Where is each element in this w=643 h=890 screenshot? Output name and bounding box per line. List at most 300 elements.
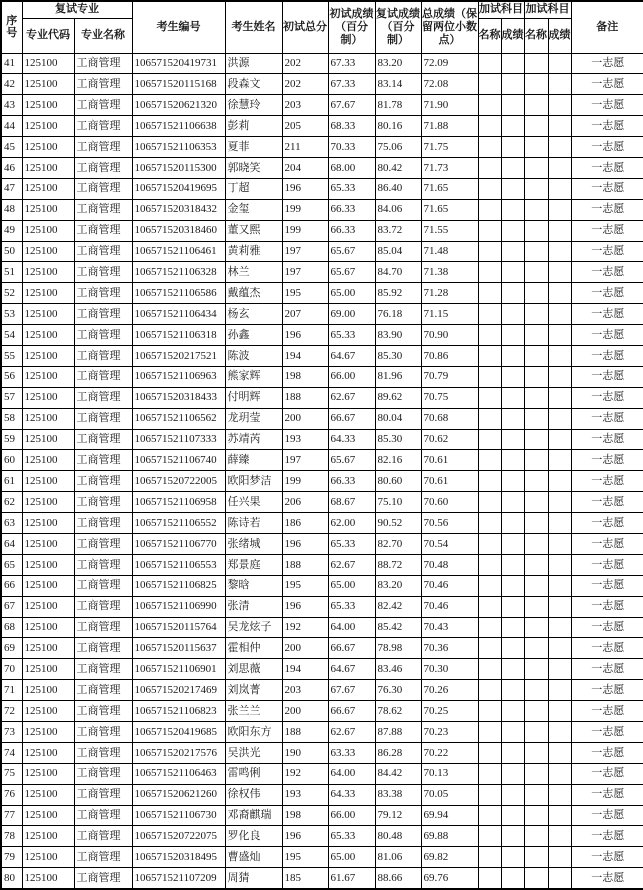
cell-extra1-score: [501, 178, 524, 199]
header-remark: 备注: [571, 1, 643, 53]
cell-extra2-score: [548, 220, 571, 241]
cell-extra2-score: [548, 387, 571, 408]
cell-extra2-score: [548, 116, 571, 137]
cell-major-name: 工商管理: [74, 157, 132, 178]
cell-major-code: 125100: [22, 638, 74, 659]
cell-extra1-name: [478, 429, 501, 450]
cell-extra1-score: [501, 638, 524, 659]
cell-extra1-score: [501, 241, 524, 262]
cell-extra2-score: [548, 492, 571, 513]
cell-final-score: 71.73: [421, 157, 478, 178]
cell-seq: 73: [1, 722, 22, 743]
cell-extra1-score: [501, 742, 524, 763]
cell-extra2-score: [548, 450, 571, 471]
cell-extra2-score: [548, 533, 571, 554]
cell-extra1-name: [478, 722, 501, 743]
cell-initial-total: 197: [282, 241, 328, 262]
cell-final-score: 69.82: [421, 847, 478, 868]
cell-extra1-score: [501, 157, 524, 178]
cell-seq: 66: [1, 575, 22, 596]
cell-candidate-name: 杨玄: [225, 304, 282, 325]
cell-major-code: 125100: [22, 116, 74, 137]
table-row: [1, 868, 643, 889]
cell-remark: 一志愿: [571, 345, 643, 366]
cell-retest-pct: 82.70: [375, 533, 421, 554]
cell-initial-pct: 67.33: [328, 74, 375, 95]
cell-candidate-id: 106571521106901: [132, 659, 225, 680]
cell-candidate-id: 106571520217576: [132, 742, 225, 763]
cell-extra2-name: [524, 241, 548, 262]
cell-remark: 一志愿: [571, 763, 643, 784]
table-row: [1, 53, 643, 74]
cell-extra1-score: [501, 533, 524, 554]
table-row: [1, 617, 643, 638]
cell-major-name: 工商管理: [74, 554, 132, 575]
cell-seq: 48: [1, 199, 22, 220]
table-row: [1, 157, 643, 178]
cell-remark: 一志愿: [571, 157, 643, 178]
table-row: [1, 533, 643, 554]
cell-remark: 一志愿: [571, 241, 643, 262]
cell-extra1-score: [501, 513, 524, 534]
cell-final-score: 70.26: [421, 680, 478, 701]
cell-initial-pct: 66.33: [328, 471, 375, 492]
cell-final-score: 72.09: [421, 53, 478, 74]
cell-major-name: 工商管理: [74, 304, 132, 325]
cell-seq: 59: [1, 429, 22, 450]
table-row: [1, 366, 643, 387]
cell-initial-total: 198: [282, 805, 328, 826]
cell-major-code: 125100: [22, 304, 74, 325]
cell-extra1-name: [478, 575, 501, 596]
cell-final-score: 71.28: [421, 283, 478, 304]
table-row: [1, 805, 643, 826]
cell-extra2-name: [524, 199, 548, 220]
cell-remark: 一志愿: [571, 366, 643, 387]
cell-extra2-score: [548, 241, 571, 262]
cell-extra1-score: [501, 826, 524, 847]
cell-initial-pct: 67.33: [328, 53, 375, 74]
cell-extra2-name: [524, 450, 548, 471]
cell-extra1-name: [478, 116, 501, 137]
cell-extra1-name: [478, 638, 501, 659]
cell-extra2-name: [524, 325, 548, 346]
cell-extra2-name: [524, 596, 548, 617]
cell-extra2-score: [548, 513, 571, 534]
cell-retest-pct: 83.72: [375, 220, 421, 241]
cell-extra1-name: [478, 554, 501, 575]
cell-retest-pct: 88.66: [375, 868, 421, 889]
cell-initial-pct: 65.33: [328, 325, 375, 346]
cell-candidate-id: 106571521106825: [132, 575, 225, 596]
cell-candidate-name: 张兰兰: [225, 701, 282, 722]
cell-initial-total: 198: [282, 366, 328, 387]
cell-extra2-name: [524, 554, 548, 575]
cell-candidate-name: 张清: [225, 596, 282, 617]
cell-remark: 一志愿: [571, 847, 643, 868]
cell-extra1-name: [478, 596, 501, 617]
cell-retest-pct: 87.88: [375, 722, 421, 743]
cell-candidate-name: 丁超: [225, 178, 282, 199]
cell-extra2-score: [548, 638, 571, 659]
cell-remark: 一志愿: [571, 596, 643, 617]
cell-retest-pct: 84.70: [375, 262, 421, 283]
cell-extra2-name: [524, 638, 548, 659]
table-row: [1, 220, 643, 241]
header-extra-score-1: 成绩: [501, 18, 524, 53]
cell-candidate-id: 106571520115168: [132, 74, 225, 95]
cell-initial-total: 211: [282, 137, 328, 158]
cell-initial-pct: 66.67: [328, 701, 375, 722]
cell-candidate-id: 106571521107209: [132, 868, 225, 889]
cell-final-score: 70.25: [421, 701, 478, 722]
cell-candidate-id: 106571520318432: [132, 199, 225, 220]
cell-remark: 一志愿: [571, 471, 643, 492]
cell-candidate-name: 雷鸣俐: [225, 763, 282, 784]
cell-seq: 63: [1, 513, 22, 534]
cell-extra2-name: [524, 53, 548, 74]
cell-initial-total: 192: [282, 763, 328, 784]
header-extra-name-2: 名称: [524, 18, 548, 53]
cell-final-score: 70.30: [421, 659, 478, 680]
cell-candidate-name: 张绪城: [225, 533, 282, 554]
cell-major-code: 125100: [22, 742, 74, 763]
table-row: [1, 116, 643, 137]
cell-seq: 77: [1, 805, 22, 826]
cell-retest-pct: 80.60: [375, 471, 421, 492]
cell-remark: 一志愿: [571, 617, 643, 638]
cell-retest-pct: 81.78: [375, 95, 421, 116]
cell-candidate-id: 106571521106328: [132, 262, 225, 283]
cell-final-score: 70.13: [421, 763, 478, 784]
cell-candidate-name: 欧阳东方: [225, 722, 282, 743]
cell-major-code: 125100: [22, 157, 74, 178]
cell-final-score: 70.48: [421, 554, 478, 575]
cell-extra1-name: [478, 95, 501, 116]
table-header: [1, 1, 643, 53]
cell-major-name: 工商管理: [74, 116, 132, 137]
cell-extra2-name: [524, 868, 548, 889]
cell-major-name: 工商管理: [74, 74, 132, 95]
cell-seq: 61: [1, 471, 22, 492]
cell-retest-pct: 82.16: [375, 450, 421, 471]
table-row: [1, 178, 643, 199]
cell-candidate-id: 106571521107333: [132, 429, 225, 450]
cell-candidate-name: 段森文: [225, 74, 282, 95]
cell-major-name: 工商管理: [74, 53, 132, 74]
table-row: [1, 847, 643, 868]
cell-extra2-score: [548, 325, 571, 346]
table-row: [1, 784, 643, 805]
cell-initial-pct: 62.00: [328, 513, 375, 534]
cell-initial-total: 195: [282, 283, 328, 304]
cell-extra2-name: [524, 847, 548, 868]
header-extra-subject-2: 加试科目: [524, 1, 571, 18]
cell-seq: 68: [1, 617, 22, 638]
cell-extra2-score: [548, 74, 571, 95]
cell-extra2-name: [524, 345, 548, 366]
header-candidate-name: 考生姓名: [225, 1, 282, 53]
cell-retest-pct: 78.98: [375, 638, 421, 659]
cell-retest-pct: 86.40: [375, 178, 421, 199]
cell-retest-pct: 76.30: [375, 680, 421, 701]
cell-initial-pct: 69.00: [328, 304, 375, 325]
cell-major-code: 125100: [22, 345, 74, 366]
cell-extra2-score: [548, 262, 571, 283]
cell-retest-pct: 78.62: [375, 701, 421, 722]
cell-initial-total: 203: [282, 680, 328, 701]
cell-initial-total: 193: [282, 784, 328, 805]
cell-extra2-name: [524, 429, 548, 450]
cell-candidate-name: 孙鑫: [225, 325, 282, 346]
cell-candidate-id: 106571520419695: [132, 178, 225, 199]
cell-extra1-score: [501, 680, 524, 701]
cell-remark: 一志愿: [571, 513, 643, 534]
cell-candidate-name: 曹盛灿: [225, 847, 282, 868]
cell-extra1-score: [501, 701, 524, 722]
table-row: [1, 575, 643, 596]
cell-extra1-name: [478, 178, 501, 199]
cell-initial-total: 206: [282, 492, 328, 513]
cell-initial-total: 200: [282, 701, 328, 722]
cell-initial-total: 202: [282, 53, 328, 74]
cell-initial-pct: 65.33: [328, 178, 375, 199]
table-row: [1, 199, 643, 220]
cell-major-code: 125100: [22, 387, 74, 408]
cell-major-name: 工商管理: [74, 241, 132, 262]
cell-extra1-score: [501, 325, 524, 346]
cell-initial-pct: 66.67: [328, 638, 375, 659]
cell-major-code: 125100: [22, 53, 74, 74]
cell-extra1-score: [501, 304, 524, 325]
table-row: [1, 826, 643, 847]
cell-seq: 45: [1, 137, 22, 158]
cell-major-code: 125100: [22, 533, 74, 554]
cell-candidate-id: 106571521106463: [132, 763, 225, 784]
cell-candidate-id: 106571520722005: [132, 471, 225, 492]
cell-extra1-name: [478, 847, 501, 868]
cell-candidate-name: 苏靖芮: [225, 429, 282, 450]
cell-major-code: 125100: [22, 450, 74, 471]
cell-final-score: 70.61: [421, 450, 478, 471]
cell-extra2-score: [548, 701, 571, 722]
cell-final-score: 71.48: [421, 241, 478, 262]
cell-remark: 一志愿: [571, 262, 643, 283]
cell-major-name: 工商管理: [74, 366, 132, 387]
cell-retest-pct: 80.48: [375, 826, 421, 847]
cell-candidate-name: 邓裔麒瑞: [225, 805, 282, 826]
cell-extra2-name: [524, 701, 548, 722]
table-row: [1, 596, 643, 617]
cell-candidate-name: 罗化良: [225, 826, 282, 847]
cell-seq: 69: [1, 638, 22, 659]
cell-candidate-id: 106571521106958: [132, 492, 225, 513]
cell-extra2-score: [548, 366, 571, 387]
cell-major-code: 125100: [22, 680, 74, 701]
cell-initial-pct: 62.67: [328, 554, 375, 575]
cell-remark: 一志愿: [571, 680, 643, 701]
cell-candidate-id: 106571520318495: [132, 847, 225, 868]
cell-extra2-score: [548, 742, 571, 763]
cell-extra1-name: [478, 513, 501, 534]
table-row: [1, 554, 643, 575]
header-extra-score-2: 成绩: [548, 18, 571, 53]
cell-extra2-score: [548, 596, 571, 617]
cell-final-score: 70.46: [421, 575, 478, 596]
cell-seq: 42: [1, 74, 22, 95]
cell-candidate-name: 陈诗若: [225, 513, 282, 534]
table-row: [1, 450, 643, 471]
cell-candidate-id: 106571520217521: [132, 345, 225, 366]
cell-major-code: 125100: [22, 220, 74, 241]
cell-extra1-score: [501, 95, 524, 116]
cell-final-score: 72.08: [421, 74, 478, 95]
cell-major-code: 125100: [22, 492, 74, 513]
cell-remark: 一志愿: [571, 387, 643, 408]
cell-major-name: 工商管理: [74, 450, 132, 471]
cell-candidate-name: 郑景庭: [225, 554, 282, 575]
cell-major-name: 工商管理: [74, 178, 132, 199]
cell-final-score: 70.22: [421, 742, 478, 763]
cell-extra2-name: [524, 387, 548, 408]
cell-major-code: 125100: [22, 178, 74, 199]
cell-initial-pct: 65.00: [328, 575, 375, 596]
cell-retest-pct: 83.20: [375, 53, 421, 74]
cell-candidate-name: 刘思薇: [225, 659, 282, 680]
cell-final-score: 69.94: [421, 805, 478, 826]
cell-extra2-score: [548, 784, 571, 805]
cell-remark: 一志愿: [571, 554, 643, 575]
cell-remark: 一志愿: [571, 659, 643, 680]
cell-major-code: 125100: [22, 847, 74, 868]
table-row: [1, 241, 643, 262]
cell-retest-pct: 80.16: [375, 116, 421, 137]
cell-seq: 76: [1, 784, 22, 805]
cell-major-code: 125100: [22, 283, 74, 304]
cell-extra2-name: [524, 471, 548, 492]
cell-initial-pct: 65.33: [328, 826, 375, 847]
cell-extra1-score: [501, 429, 524, 450]
cell-extra2-name: [524, 137, 548, 158]
cell-initial-pct: 63.33: [328, 742, 375, 763]
cell-candidate-name: 欧阳梦洁: [225, 471, 282, 492]
cell-retest-pct: 76.18: [375, 304, 421, 325]
cell-seq: 78: [1, 826, 22, 847]
cell-major-name: 工商管理: [74, 220, 132, 241]
table-row: [1, 638, 643, 659]
cell-major-code: 125100: [22, 471, 74, 492]
cell-extra2-score: [548, 471, 571, 492]
cell-initial-total: 196: [282, 596, 328, 617]
cell-initial-pct: 65.67: [328, 262, 375, 283]
cell-initial-total: 204: [282, 157, 328, 178]
cell-retest-pct: 83.14: [375, 74, 421, 95]
cell-major-code: 125100: [22, 408, 74, 429]
cell-extra1-score: [501, 722, 524, 743]
cell-remark: 一志愿: [571, 533, 643, 554]
cell-candidate-id: 106571521106586: [132, 283, 225, 304]
cell-extra1-name: [478, 325, 501, 346]
header-extra-subject-1: 加试科目: [478, 1, 524, 18]
header-retest-major: 复试专业: [22, 1, 132, 18]
cell-extra1-name: [478, 283, 501, 304]
cell-extra2-name: [524, 513, 548, 534]
cell-extra2-name: [524, 680, 548, 701]
table-row: [1, 74, 643, 95]
cell-initial-total: 188: [282, 722, 328, 743]
cell-final-score: 70.46: [421, 596, 478, 617]
cell-seq: 52: [1, 283, 22, 304]
cell-major-name: 工商管理: [74, 784, 132, 805]
cell-major-code: 125100: [22, 74, 74, 95]
cell-major-code: 125100: [22, 868, 74, 889]
cell-extra1-name: [478, 262, 501, 283]
cell-major-code: 125100: [22, 722, 74, 743]
cell-seq: 49: [1, 220, 22, 241]
cell-extra2-name: [524, 74, 548, 95]
cell-extra1-name: [478, 784, 501, 805]
cell-extra2-score: [548, 680, 571, 701]
cell-seq: 65: [1, 554, 22, 575]
cell-initial-pct: 61.67: [328, 868, 375, 889]
cell-seq: 70: [1, 659, 22, 680]
cell-final-score: 70.43: [421, 617, 478, 638]
cell-seq: 41: [1, 53, 22, 74]
cell-final-score: 70.36: [421, 638, 478, 659]
cell-candidate-name: 黎晗: [225, 575, 282, 596]
cell-major-name: 工商管理: [74, 429, 132, 450]
cell-candidate-name: 彭莉: [225, 116, 282, 137]
cell-major-code: 125100: [22, 805, 74, 826]
cell-major-code: 125100: [22, 784, 74, 805]
table-row: [1, 283, 643, 304]
cell-extra2-score: [548, 722, 571, 743]
cell-initial-pct: 64.00: [328, 763, 375, 784]
cell-retest-pct: 83.46: [375, 659, 421, 680]
cell-candidate-id: 106571520115764: [132, 617, 225, 638]
cell-major-name: 工商管理: [74, 137, 132, 158]
cell-remark: 一志愿: [571, 325, 643, 346]
cell-major-name: 工商管理: [74, 262, 132, 283]
cell-candidate-id: 106571521106553: [132, 554, 225, 575]
cell-initial-pct: 66.33: [328, 199, 375, 220]
cell-major-code: 125100: [22, 262, 74, 283]
cell-final-score: 71.55: [421, 220, 478, 241]
cell-major-name: 工商管理: [74, 659, 132, 680]
cell-major-name: 工商管理: [74, 638, 132, 659]
cell-remark: 一志愿: [571, 575, 643, 596]
cell-seq: 57: [1, 387, 22, 408]
cell-major-code: 125100: [22, 429, 74, 450]
cell-remark: 一志愿: [571, 826, 643, 847]
cell-initial-total: 194: [282, 345, 328, 366]
cell-initial-pct: 65.67: [328, 450, 375, 471]
cell-extra1-score: [501, 116, 524, 137]
table-body: [1, 53, 643, 889]
cell-final-score: 71.88: [421, 116, 478, 137]
cell-retest-pct: 80.04: [375, 408, 421, 429]
cell-remark: 一志愿: [571, 492, 643, 513]
cell-extra1-score: [501, 387, 524, 408]
cell-retest-pct: 80.42: [375, 157, 421, 178]
cell-seq: 46: [1, 157, 22, 178]
cell-extra2-name: [524, 742, 548, 763]
cell-extra2-name: [524, 366, 548, 387]
cell-extra2-name: [524, 617, 548, 638]
cell-candidate-name: 陈波: [225, 345, 282, 366]
cell-remark: 一志愿: [571, 638, 643, 659]
cell-extra1-name: [478, 471, 501, 492]
